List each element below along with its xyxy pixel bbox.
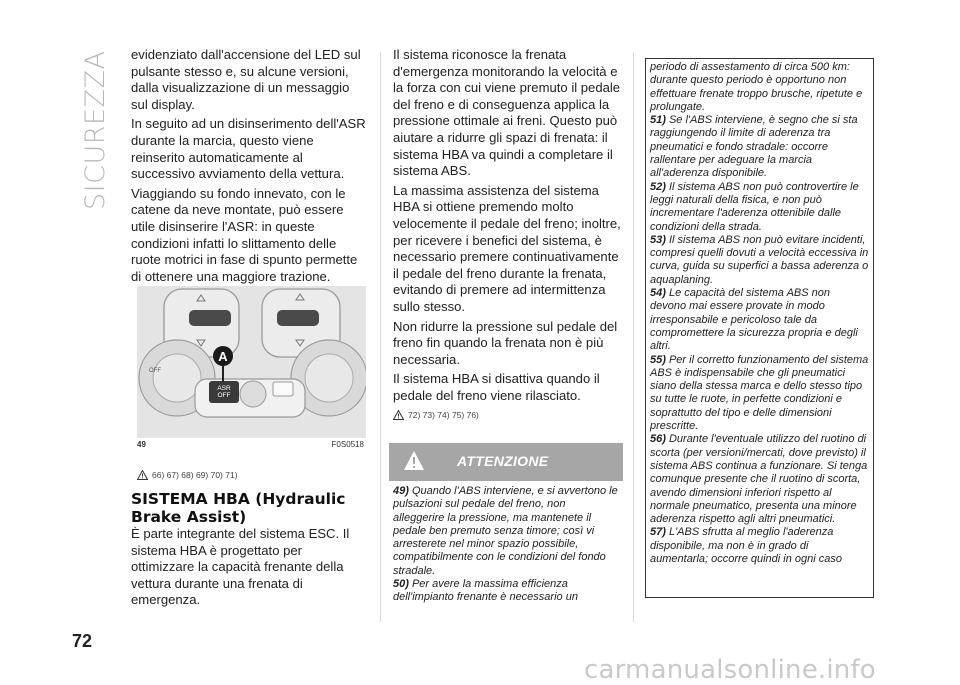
- off-knob-label: OFF: [149, 368, 161, 374]
- asr-text: ASR: [217, 385, 231, 392]
- paragraph: Il sistema riconosce la frenata d'emergenza monitorando la velocità e la forza con cui viene premuto il pedale del freno e di conseguenza applica la pressione ottimale ai freni. Questo può aiutare a ridurre gli spazi di frenata: il sistema HBA va quindi a completare il sistema ABS.: [393, 47, 621, 179]
- section-body-text: È parte integrante del sistema ESC. Il sistema HBA è progettato per ottimizzare la capacità frenante della vettura durante una frenata di emergenza.: [131, 526, 350, 608]
- attention-item: 50) Per avere la massima efficienza dell'impianto frenante è necessario un: [393, 578, 578, 604]
- figure-number: 49: [137, 440, 146, 449]
- callout-a-label: A: [218, 349, 228, 364]
- warning-triangle-icon: [403, 450, 425, 472]
- off-text: OFF: [217, 392, 231, 399]
- attention-header: [389, 443, 623, 481]
- warning-item: 55) Per il corretto funzionamento del sistema ABS è indispensabile che gli pneumatici siano della stessa marca e dello stesso tipo su tutte le ruote, in perfette condizioni e soprattutto del tipo e delle dimensioni prescritte.: [650, 353, 869, 433]
- warning-references-1: 66) 67) 68) 69) 70) 71): [137, 470, 238, 480]
- warning-triangle-icon: [137, 470, 148, 480]
- warning-item: 57) L'ABS sfrutta al meglio l'aderenza disponibile, ma non è in grado di aumentarla; occorre quindi in ogni caso: [650, 526, 843, 565]
- paragraph: Viaggiando su fondo innevato, con le catene da neve montate, può essere utile disinserire l'ASR: in queste condizioni infatti lo slittamento delle ruote motrici in fase di spunto permette di ottenere una maggiore trazione.: [131, 185, 358, 284]
- watermark: carmanualsonline.info: [584, 655, 876, 685]
- figure-code: F0S0518: [331, 440, 364, 449]
- section-sidebar-label: SICUREZZA: [80, 50, 111, 210]
- paragraph: La massima assistenza del sistema HBA si ottiene premendo molto velocemente il pedale del freno; inoltre, per ricevere i benefici del sistema, è necessario premere continuativamente il pedale del freno durante la frenata, evitando di premere ad intermittenza sullo stesso.: [393, 182, 621, 314]
- warning-triangle-icon: [393, 410, 404, 420]
- section-heading: SISTEMA HBA (Hydraulic Brake Assist): [131, 490, 346, 526]
- warning-item: 52) Il sistema ABS non può controvertire le leggi naturali della fisica, e non può incrementare l'aderenza ottenibile dalle condizioni della strada.: [650, 180, 859, 233]
- column-2-text: [393, 47, 623, 407]
- paragraph: In seguito ad un disinserimento dell'ASR durante la marcia, questo viene reinserito automaticamente al successivo avviamento della vettura.: [131, 116, 366, 182]
- paragraph: Il sistema HBA si disattiva quando il pedale del freno viene rilasciato.: [393, 371, 600, 403]
- column-divider: [633, 52, 634, 622]
- warning-item: 51) Se l'ABS interviene, è segno che si sta raggiungendo il limite di aderenza tra pneumatici e fondo stradale: occorre rallentare per adeguare la marcia all'aderenza disponibile.: [650, 114, 858, 180]
- figure-caption: [137, 440, 366, 449]
- warning-references-2: 72) 73) 74) 75) 76): [393, 410, 479, 420]
- attention-label: ATTENZIONE: [457, 453, 549, 469]
- warning-item: 54) Le capacità del sistema ABS non devono mai essere provate in modo irresponsabile e pericoloso tale da compromettere la sicurezza propria e degli altri.: [650, 287, 858, 353]
- paragraph: evidenziato dall'accensione del LED sul pulsante stesso e, su alcune versioni, dalla visualizzazione di un messaggio sul display.: [131, 47, 361, 112]
- asr-button-figure: [137, 286, 366, 438]
- column-divider: [380, 52, 381, 622]
- page-number: 72: [72, 631, 93, 651]
- attention-item: 49) Quando l'ABS interviene, e si avvertono le pulsazioni sul pedale del freno, non alleggerire la pressione, ma mantenete il pedale ben premuto senza timore; così vi arresterete nel minor spazio possibile, compatibilmente con le condizioni del fondo stradale.: [393, 485, 618, 577]
- column-1-text: [131, 47, 366, 288]
- warning-item: 56) Durante l'eventuale utilizzo del ruotino di scorta (per versioni/mercati, dove previsto) il sistema ABS continua a funzionare. Si tenga comunque presente che il ruotino di scorta, avendo dimensioni inferiori rispetto al normale pneumatico, presenta una minore aderenza rispetto agli altri pneumatici.: [650, 433, 868, 526]
- warning-intro: periodo di assestamento di circa 500 km: durante questo periodo è opportuno non effettuare frenate troppo brusche, ripetute e prolungate.: [650, 61, 863, 113]
- paragraph: Non ridurre la pressione sul pedale del freno fin quando la frenata non è più necessaria.: [393, 318, 618, 367]
- warning-item: 53) Il sistema ABS non può evitare incidenti, compresi quelli dovuti a velocità eccessiva in curva, guida su superfici a bassa aderenza o aquaplaning.: [650, 233, 869, 286]
- warnings-box: [645, 58, 874, 598]
- attention-notes: [393, 485, 619, 608]
